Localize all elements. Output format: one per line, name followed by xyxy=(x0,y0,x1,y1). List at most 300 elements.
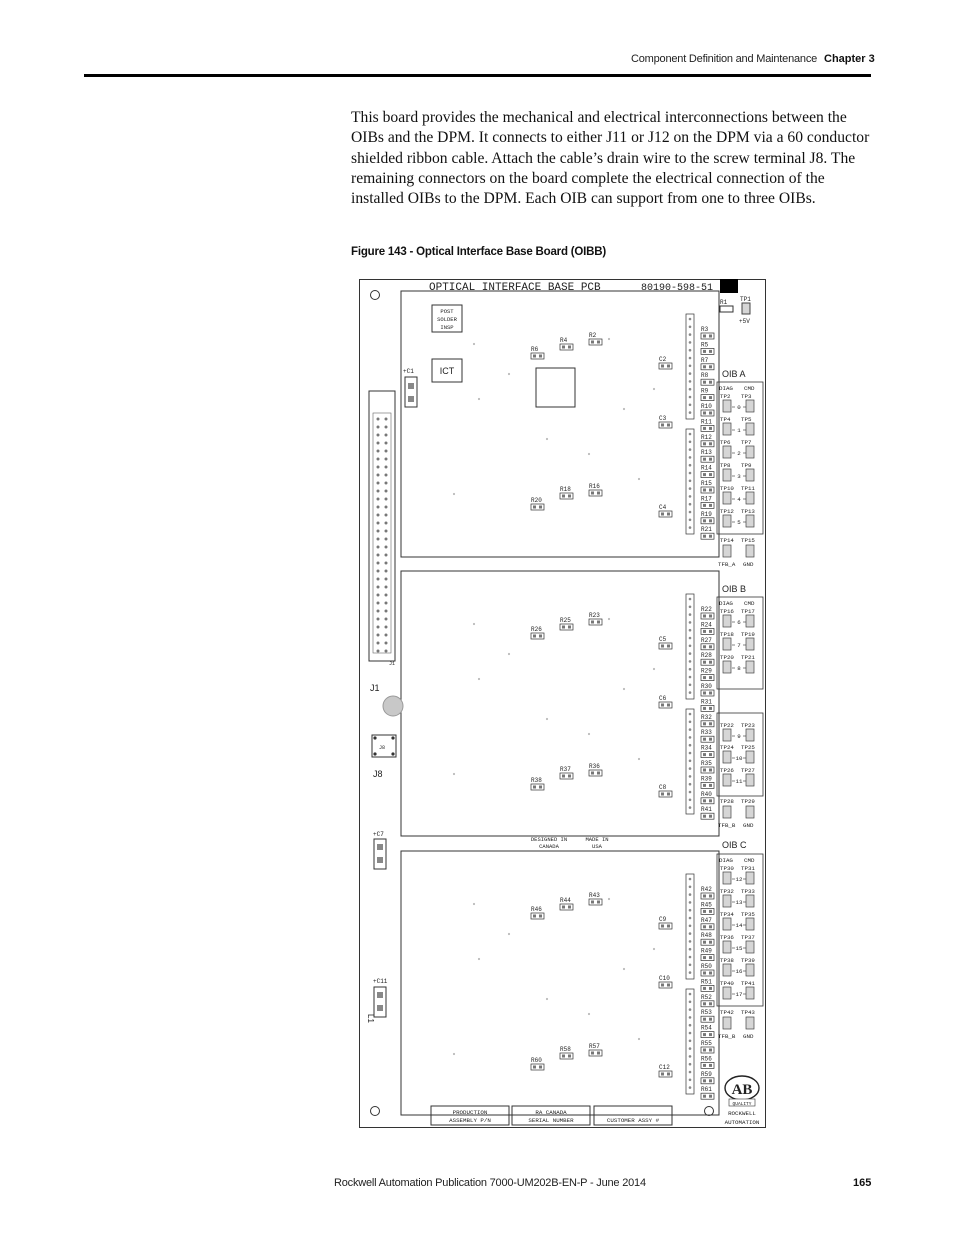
pad-dot xyxy=(661,793,664,796)
pad-dot xyxy=(709,753,712,756)
component-label: R26 xyxy=(531,626,542,633)
pad-dot xyxy=(709,769,712,772)
pad-dot xyxy=(709,956,712,959)
component-label: R7 xyxy=(701,356,709,364)
pad-dot xyxy=(661,984,664,987)
pad-dot xyxy=(562,346,565,349)
header-pin xyxy=(689,380,692,383)
pad-dot xyxy=(661,1073,664,1076)
tp-diag-pad xyxy=(723,774,731,786)
tp-diag-pad xyxy=(723,987,731,999)
pad-dot xyxy=(709,661,712,664)
header-pin xyxy=(689,893,692,896)
tp-diag-pad xyxy=(723,423,731,435)
pad-dot xyxy=(661,925,664,928)
component-label: R23 xyxy=(589,612,600,619)
pad-dot xyxy=(667,984,670,987)
j1-pin xyxy=(385,626,388,629)
gnd-pad xyxy=(746,545,754,557)
running-header-chapter: Chapter 3 xyxy=(824,53,875,65)
header-pin xyxy=(689,878,692,881)
via xyxy=(588,1013,590,1015)
pad-dot xyxy=(709,1049,712,1052)
board-part-number: 80190-598-51 xyxy=(641,283,714,294)
tp-cmd-label: TP5 xyxy=(741,416,752,423)
via xyxy=(588,453,590,455)
tp-channel-number: 0 xyxy=(737,404,741,411)
j1-pin xyxy=(377,538,380,541)
pad-dot xyxy=(703,676,706,679)
header-pin xyxy=(689,613,692,616)
pad-dot xyxy=(703,1049,706,1052)
tp-cmd-pad xyxy=(746,446,754,458)
via xyxy=(653,388,655,390)
tp-diag-pad xyxy=(723,872,731,884)
gnd-label: GND xyxy=(743,561,754,568)
component-label: R17 xyxy=(701,495,712,503)
pad-dot xyxy=(703,504,706,507)
header-pin xyxy=(689,806,692,809)
pad-dot xyxy=(703,941,706,944)
component-label: R10 xyxy=(701,403,712,410)
pad-dot xyxy=(709,722,712,725)
header-pin xyxy=(689,1008,692,1011)
pad-dot xyxy=(661,513,664,516)
tp-channel-number: 15 xyxy=(735,945,743,952)
via xyxy=(608,898,610,900)
tp-diag-pad xyxy=(723,751,731,763)
j1-pin xyxy=(377,458,380,461)
component-label: R9 xyxy=(701,387,709,395)
pad-dot xyxy=(709,442,712,445)
pad-dot xyxy=(703,473,706,476)
tp-diag-pad xyxy=(723,400,731,412)
tfb-label: TFB_B xyxy=(718,1033,736,1040)
pad-dot xyxy=(703,489,706,492)
pad-dot xyxy=(667,1073,670,1076)
component-label: R53 xyxy=(701,1009,712,1017)
pad-dot xyxy=(562,495,565,498)
component-label: R48 xyxy=(701,932,712,940)
pad-dot xyxy=(591,772,594,775)
component-label: R16 xyxy=(589,483,600,490)
via xyxy=(623,408,625,410)
tp-cmd-pad xyxy=(746,941,754,953)
tp-cmd-label: TP11 xyxy=(741,485,755,492)
tp-channel-number: 9 xyxy=(737,733,741,740)
pad-dot xyxy=(539,506,542,509)
header-pin xyxy=(689,472,692,475)
header-pin xyxy=(689,365,692,368)
tfb-label: TFB_B xyxy=(718,822,736,829)
serial-label: SERIAL NUMBER xyxy=(528,1117,574,1124)
j1-pin xyxy=(385,650,388,653)
via xyxy=(608,618,610,620)
j1-pin xyxy=(377,506,380,509)
component-label: C6 xyxy=(659,695,667,702)
pad-dot xyxy=(597,772,600,775)
l1-label: L1 xyxy=(366,1014,375,1023)
pad-dot xyxy=(533,506,536,509)
j1-pin xyxy=(377,466,380,469)
j1-pin xyxy=(385,506,388,509)
tfb-tp-label: TP15 xyxy=(741,537,755,544)
header-pin xyxy=(689,691,692,694)
header-pin xyxy=(689,767,692,770)
pad-dot xyxy=(703,987,706,990)
tfb-pad xyxy=(723,806,731,818)
header-pin xyxy=(689,1047,692,1050)
component-label: R14 xyxy=(701,464,712,472)
component-label: R51 xyxy=(701,978,712,986)
component-label: R41 xyxy=(701,806,712,814)
tp-diag-label: TP26 xyxy=(720,767,734,774)
via xyxy=(623,688,625,690)
component-label: R33 xyxy=(701,729,712,737)
pad-dot xyxy=(703,753,706,756)
j1-pin xyxy=(377,546,380,549)
pad-dot xyxy=(709,412,712,415)
tp-diag-pad xyxy=(723,941,731,953)
j1-pin xyxy=(377,434,380,437)
header-pin xyxy=(689,744,692,747)
running-header-section: Component Definition and Maintenance xyxy=(631,53,818,65)
component-label: R20 xyxy=(531,497,542,504)
header-pin xyxy=(689,660,692,663)
j1-small-label: J1 xyxy=(389,661,396,667)
component-label: R55 xyxy=(701,1040,712,1047)
tp-diag-label: TP32 xyxy=(720,888,734,895)
pad-dot xyxy=(703,630,706,633)
component-label: R2 xyxy=(589,332,597,339)
pad-dot xyxy=(667,424,670,427)
via xyxy=(508,933,510,935)
c1-label: +C1 xyxy=(403,368,414,375)
j1-pin xyxy=(377,442,380,445)
tp-diag-pad xyxy=(723,515,731,527)
tfb-pad xyxy=(723,1017,731,1029)
tp1-testpoint xyxy=(742,303,750,314)
via xyxy=(478,678,480,680)
j1-pin xyxy=(377,642,380,645)
header-pin xyxy=(689,404,692,407)
via xyxy=(653,668,655,670)
header-pin xyxy=(689,372,692,375)
pad-dot xyxy=(703,396,706,399)
component-label: R61 xyxy=(701,1086,712,1094)
header-pin xyxy=(689,1063,692,1066)
automation-label: AUTOMATION xyxy=(724,1119,760,1126)
header-pin xyxy=(689,932,692,935)
j1-pin xyxy=(377,570,380,573)
via xyxy=(478,398,480,400)
tp-channel-number: 17 xyxy=(735,991,743,998)
production-label: PRODUCTION xyxy=(452,1109,488,1116)
header-pin xyxy=(689,728,692,731)
footer-publication: Rockwell Automation Publication 7000-UM202B-EN-P - June 2014 xyxy=(334,1177,646,1189)
tp-cmd-label: TP17 xyxy=(741,608,755,615)
pad-dot xyxy=(709,630,712,633)
j1-pin xyxy=(385,610,388,613)
header-pin xyxy=(689,357,692,360)
pad-dot xyxy=(709,504,712,507)
rockwell-label: ROCKWELL xyxy=(728,1110,756,1117)
component-label: R22 xyxy=(701,606,712,613)
tp-cmd-pad xyxy=(746,729,754,741)
v5-label: +5V xyxy=(739,318,750,325)
pad-dot xyxy=(709,738,712,741)
pad-dot xyxy=(709,815,712,818)
j1-pin xyxy=(385,418,388,421)
header-pin xyxy=(689,1032,692,1035)
header-pin xyxy=(689,676,692,679)
pad-dot xyxy=(703,1033,706,1036)
header-pin xyxy=(689,971,692,974)
header-pin xyxy=(689,349,692,352)
pad-dot xyxy=(562,775,565,778)
pad-dot xyxy=(709,1064,712,1067)
header-pin xyxy=(689,441,692,444)
tp-cmd-pad xyxy=(746,469,754,481)
j1-pin xyxy=(385,570,388,573)
pad-dot xyxy=(568,906,571,909)
pad-dot xyxy=(709,799,712,802)
pad-dot xyxy=(709,1018,712,1021)
pad-dot xyxy=(709,676,712,679)
pad-dot xyxy=(703,738,706,741)
pad-dot xyxy=(703,645,706,648)
j1-pin xyxy=(385,514,388,517)
tp-cmd-pad xyxy=(746,615,754,627)
j1-pin xyxy=(377,610,380,613)
pad-dot xyxy=(709,784,712,787)
header-pin xyxy=(689,396,692,399)
tp-diag-pad xyxy=(723,638,731,650)
j1-pin xyxy=(377,450,380,453)
c7-label: +C7 xyxy=(373,831,384,838)
cmd-header: CMD xyxy=(744,385,755,392)
tp-cmd-label: TP39 xyxy=(741,957,755,964)
component-label: R38 xyxy=(531,777,542,784)
pad-dot xyxy=(568,346,571,349)
c11-label: +C11 xyxy=(373,978,388,985)
tp-diag-label: TP40 xyxy=(720,980,734,987)
tp-channel-number: 7 xyxy=(737,642,741,649)
j1-label: J1 xyxy=(370,683,380,693)
j1-pin xyxy=(377,650,380,653)
pad-dot xyxy=(703,799,706,802)
j1-pin xyxy=(377,482,380,485)
component-label: R15 xyxy=(701,480,712,487)
header-pin xyxy=(689,629,692,632)
via xyxy=(608,338,610,340)
component-label: C3 xyxy=(659,415,667,422)
tfb-label: TFB_A xyxy=(718,561,736,568)
tp-diag-label: TP20 xyxy=(720,654,734,661)
pad-dot xyxy=(539,355,542,358)
pad-dot xyxy=(709,350,712,353)
oib-label: OIB A xyxy=(722,369,746,379)
component-label: C5 xyxy=(659,636,667,643)
j1-pin xyxy=(377,562,380,565)
pad-dot xyxy=(703,535,706,538)
component-label: R47 xyxy=(701,916,712,924)
header-pin xyxy=(689,448,692,451)
j1-pin xyxy=(385,434,388,437)
j1-pin xyxy=(377,514,380,517)
j8-inner-label: J8 xyxy=(379,745,386,751)
component-label: R43 xyxy=(589,892,600,899)
pad-dot xyxy=(703,615,706,618)
header-pin xyxy=(689,909,692,912)
header-pin xyxy=(689,341,692,344)
via xyxy=(623,968,625,970)
board-drawing xyxy=(359,279,766,1129)
tp-diag-pad xyxy=(723,446,731,458)
header-pin xyxy=(689,1001,692,1004)
pad-dot xyxy=(667,704,670,707)
pad-dot xyxy=(703,972,706,975)
header-pin xyxy=(689,621,692,624)
pad-dot xyxy=(703,925,706,928)
tp-diag-pad xyxy=(723,615,731,627)
tp-diag-label: TP16 xyxy=(720,608,734,615)
header-pin xyxy=(689,480,692,483)
header-pin xyxy=(689,684,692,687)
pad-dot xyxy=(597,341,600,344)
tp-diag-pad xyxy=(723,895,731,907)
post-label: POST xyxy=(440,308,454,315)
header-pin xyxy=(689,1079,692,1082)
component-label: R46 xyxy=(531,906,542,913)
tp-cmd-label: TP33 xyxy=(741,888,755,895)
cmd-header: CMD xyxy=(744,857,755,864)
component-label: R21 xyxy=(701,526,712,534)
j1-pin xyxy=(377,490,380,493)
header-pin xyxy=(689,775,692,778)
header-pin xyxy=(689,503,692,506)
board-title: OPTICAL INTERFACE BASE PCB xyxy=(429,282,601,294)
component-label: R36 xyxy=(589,763,600,770)
component-label: R8 xyxy=(701,372,709,380)
pad-dot xyxy=(597,492,600,495)
j1-pin xyxy=(377,418,380,421)
j1-pin xyxy=(377,594,380,597)
pad-dot xyxy=(709,895,712,898)
tp-diag-label: TP38 xyxy=(720,957,734,964)
component-label: R24 xyxy=(701,621,712,629)
j1-pin xyxy=(385,474,388,477)
pad-dot xyxy=(539,786,542,789)
j1-pin xyxy=(385,426,388,429)
component-label: R45 xyxy=(701,901,712,909)
oib-label: OIB B xyxy=(722,584,747,594)
tp-diag-label: TP8 xyxy=(720,462,731,469)
j1-pin xyxy=(385,450,388,453)
header-pin xyxy=(689,886,692,889)
component-label: R31 xyxy=(701,698,712,706)
via xyxy=(546,718,548,720)
tp-cmd-pad xyxy=(746,774,754,786)
tp-cmd-pad xyxy=(746,400,754,412)
tp-cmd-pad xyxy=(746,423,754,435)
component-label: R12 xyxy=(701,433,712,441)
pad-dot xyxy=(703,707,706,710)
tp-channel-number: 3 xyxy=(737,473,741,480)
header-pin xyxy=(689,713,692,716)
via xyxy=(588,733,590,735)
j1-pin xyxy=(377,474,380,477)
header-pin xyxy=(689,326,692,329)
component-label: R49 xyxy=(701,947,712,955)
gnd-pad xyxy=(746,806,754,818)
tp-cmd-label: TP37 xyxy=(741,934,755,941)
pad-dot xyxy=(703,381,706,384)
header-pin xyxy=(689,752,692,755)
pad-dot xyxy=(568,495,571,498)
designed-country-label: CANADA xyxy=(539,843,559,850)
component-label: C10 xyxy=(659,975,670,982)
pad-dot xyxy=(709,1002,712,1005)
component-label: R58 xyxy=(560,1046,571,1053)
component-label: R5 xyxy=(701,341,709,349)
header-pin xyxy=(689,901,692,904)
component-label: C2 xyxy=(659,356,667,363)
diag-header: DIAG xyxy=(719,600,733,607)
tp-channel-number: 10 xyxy=(735,755,743,762)
via xyxy=(473,623,475,625)
tp-diag-pad xyxy=(723,729,731,741)
pad-dot xyxy=(661,645,664,648)
ab-logo-mark: AB xyxy=(731,1082,753,1098)
tp-diag-label: TP22 xyxy=(720,722,734,729)
tp-cmd-pad xyxy=(746,751,754,763)
pad-dot xyxy=(597,1052,600,1055)
pad-dot xyxy=(591,1052,594,1055)
pad-dot xyxy=(709,427,712,430)
designed-in-label: DESIGNED IN xyxy=(530,836,568,843)
pad-dot xyxy=(709,645,712,648)
component-label: R35 xyxy=(701,760,712,767)
header-pin xyxy=(689,760,692,763)
j1-pin xyxy=(377,626,380,629)
pad-dot xyxy=(533,915,536,918)
tp-cmd-label: TP21 xyxy=(741,654,755,661)
header-pin xyxy=(689,736,692,739)
j1-pin xyxy=(377,578,380,581)
standoff xyxy=(383,696,403,716)
via xyxy=(546,438,548,440)
j1-pin xyxy=(385,530,388,533)
pad-dot xyxy=(709,615,712,618)
j1-pin xyxy=(377,522,380,525)
tfb-tp-label: TP29 xyxy=(741,798,755,805)
pad-dot xyxy=(703,956,706,959)
gnd-pad xyxy=(746,1017,754,1029)
tp-cmd-label: TP31 xyxy=(741,865,755,872)
header-pin xyxy=(689,721,692,724)
pad-dot xyxy=(539,915,542,918)
via xyxy=(478,958,480,960)
header-pin xyxy=(689,511,692,514)
header-pin xyxy=(689,526,692,529)
header-pin xyxy=(689,652,692,655)
component-label: R54 xyxy=(701,1024,712,1032)
tp-diag-label: TP2 xyxy=(720,393,731,400)
tp-cmd-pad xyxy=(746,492,754,504)
component-label: C8 xyxy=(659,784,667,791)
j1-pin xyxy=(385,602,388,605)
